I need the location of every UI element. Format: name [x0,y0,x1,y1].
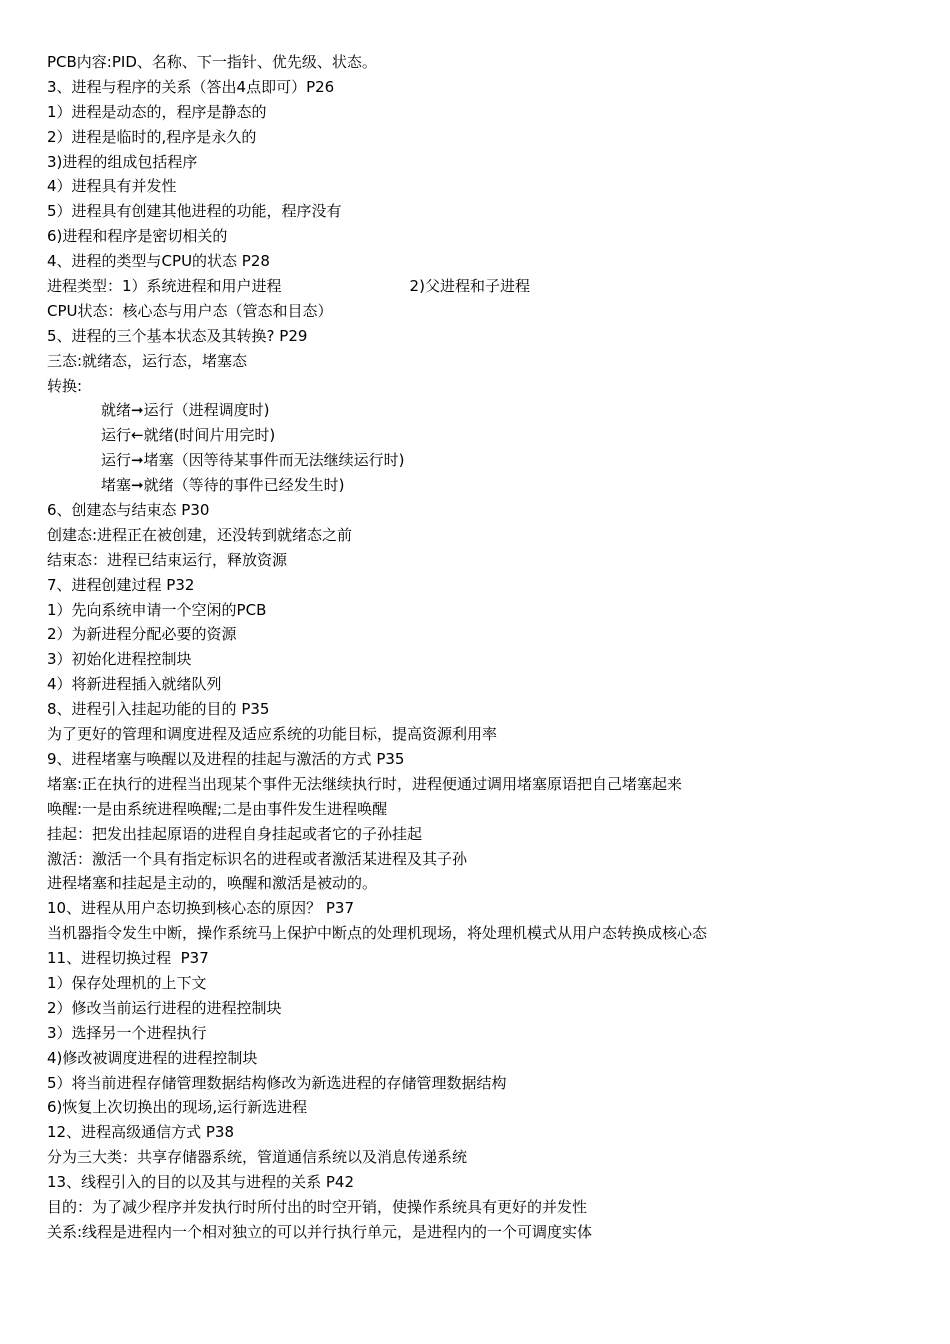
text-line: 三态:就绪态，运行态，堵塞态 [47,351,248,370]
text-line: 为了更好的管理和调度进程及适应系统的功能目标，提高资源利用率 [47,725,498,744]
section-heading: 9、进程堵塞与唤醒以及进程的挂起与激活的方式 P35 [47,749,405,768]
transition-item: 就绪➞运行（进程调度时) [101,401,270,420]
section-heading: 7、进程创建过程 P32 [47,575,195,594]
text-line [47,274,927,299]
list-item: 6)恢复上次切换出的现场,运行新选进程 [47,1098,308,1117]
list-item: 2）为新进程分配必要的资源 [47,625,237,644]
list-item: 1）保存处理机的上下文 [47,973,207,992]
text-line: 唤醒:一是由系统进程唤醒;二是由事件发生进程唤醒 [47,799,388,818]
list-item: 1）先向系统申请一个空闲的PCB [47,600,267,619]
list-item: 4)修改被调度进程的进程控制块 [47,1048,258,1067]
list-item: 5）将当前进程存储管理数据结构修改为新选进程的存储管理数据结构 [47,1073,507,1092]
text-line: CPU状态：核心态与用户态（管态和目态） [47,301,333,320]
text-line: PCB内容:PID、名称、下一指针、优先级、状态。 [47,53,377,71]
list-item: 6)进程和程序是密切相关的 [47,227,228,246]
document-body [47,50,927,1245]
list-item: 3）选择另一个进程执行 [47,1023,207,1042]
text-line: 进程堵塞和挂起是主动的，唤醒和激活是被动的。 [47,874,378,893]
list-item: 3)进程的组成包括程序 [47,152,198,171]
text-line: 目的：为了减少程序并发执行时所付出的时空开销，使操作系统具有更好的并发性 [47,1197,588,1216]
text-line: 当机器指令发生中断，操作系统马上保护中断点的处理机现场，将处理机模式从用户态转换成核心态 [47,924,708,943]
text-line: 转换: [47,376,83,395]
section-heading: 12、进程高级通信方式 P38 [47,1123,234,1142]
text-line: 分为三大类：共享存储器系统，管道通信系统以及消息传递系统 [47,1148,468,1167]
process-type-part2: 2)父进程和子进程 [409,277,530,296]
section-heading: 11、进程切换过程 P37 [47,949,209,968]
list-item: 2）进程是临时的,程序是永久的 [47,127,257,146]
list-item: 5）进程具有创建其他进程的功能，程序没有 [47,202,342,221]
section-heading: 4、进程的类型与CPU的状态 P28 [47,252,270,271]
transition-item: 运行➞堵塞（因等待某事件而无法继续运行时) [101,451,405,470]
section-heading: 5、进程的三个基本状态及其转换? P29 [47,326,308,345]
section-heading: 10、进程从用户态切换到核心态的原因？ P37 [47,899,354,918]
list-item: 4）将新进程插入就绪队列 [47,675,222,694]
transition-item: 堵塞➞就绪（等待的事件已经发生时) [101,476,345,495]
text-line: 挂起：把发出挂起原语的进程自身挂起或者它的子孙挂起 [47,824,423,843]
list-item: 4）进程具有并发性 [47,177,177,196]
list-item: 3）初始化进程控制块 [47,650,192,669]
text-line: 创建态:进程正在被创建，还没转到就绪态之前 [47,525,353,544]
section-heading: 6、创建态与结束态 P30 [47,501,210,520]
list-item: 1）进程是动态的，程序是静态的 [47,102,267,121]
text-line: 激活：激活一个具有指定标识名的进程或者激活某进程及其子孙 [47,849,468,868]
section-heading: 13、线程引入的目的以及其与进程的关系 P42 [47,1173,354,1192]
text-line: 堵塞:正在执行的进程当出现某个事件无法继续执行时，进程便通过调用堵塞原语把自己堵塞起来 [47,774,683,793]
section-heading: 3、进程与程序的关系（答出4点即可）P26 [47,77,335,96]
text-line: 关系:线程是进程内一个相对独立的可以并行执行单元，是进程内的一个可调度实体 [47,1222,593,1241]
list-item: 2）修改当前运行进程的进程控制块 [47,998,282,1017]
text-line: 结束态：进程已结束运行，释放资源 [47,550,288,569]
process-type-part1: 进程类型：1）系统进程和用户进程 [47,277,282,296]
section-heading: 8、进程引入挂起功能的目的 P35 [47,700,270,719]
transition-item: 运行←就绪(时间片用完时) [101,426,276,445]
